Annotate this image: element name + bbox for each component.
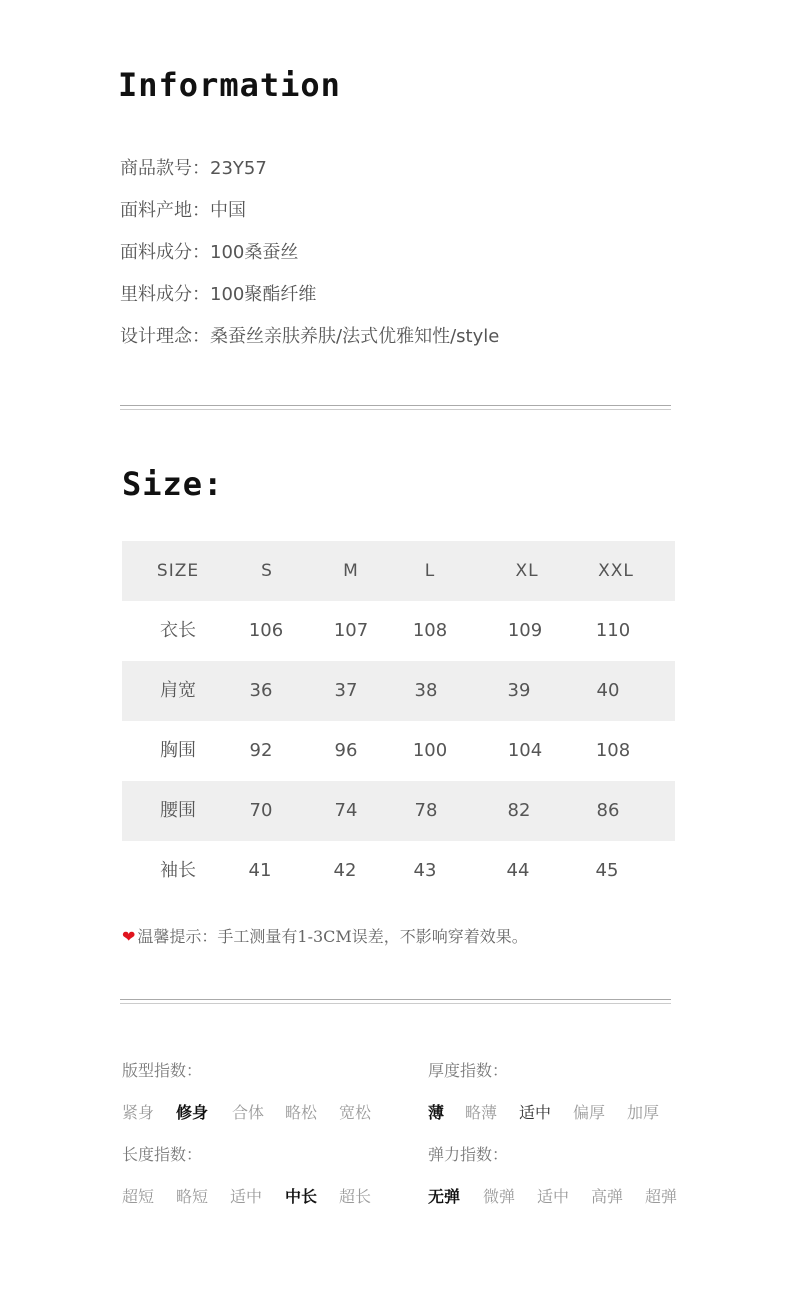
length-option: 超短 — [122, 1187, 155, 1206]
fit-option: 合体 — [232, 1103, 265, 1122]
size-value-cell: 39 — [507, 680, 531, 701]
size-header-cell: L — [424, 561, 436, 581]
elasticity-option: 微弹 — [483, 1187, 516, 1206]
size-row-label: 腰围 — [160, 800, 196, 821]
fit-option: 略松 — [285, 1103, 318, 1122]
size-row-label: 衣长 — [160, 620, 196, 641]
size-value-cell: 109 — [507, 620, 543, 641]
elasticity-option: 适中 — [537, 1187, 570, 1206]
thickness-option-selected: 薄 — [428, 1103, 445, 1122]
length-index-label: 长度指数： — [122, 1145, 203, 1164]
fit-option: 宽松 — [339, 1103, 372, 1122]
info-item-design-concept: 设计理念：桑蚕丝亲肤养肤/法式优雅知性/style — [120, 326, 500, 347]
size-table-row — [122, 661, 675, 721]
section-divider — [120, 999, 671, 1004]
size-value-cell: 70 — [249, 800, 273, 821]
heart-icon: ❤ — [122, 927, 136, 946]
size-value-cell: 74 — [334, 800, 358, 821]
thickness-option: 加厚 — [627, 1103, 660, 1122]
size-table-row — [122, 721, 675, 781]
thickness-option: 偏厚 — [573, 1103, 606, 1122]
size-row-label: 胸围 — [160, 740, 196, 761]
size-value-cell: 43 — [413, 860, 437, 881]
size-value-cell: 42 — [333, 860, 357, 881]
size-value-cell: 96 — [334, 740, 358, 761]
elasticity-option: 超弹 — [645, 1187, 678, 1206]
size-value-cell: 38 — [414, 680, 438, 701]
measurement-tip — [122, 924, 528, 947]
size-value-cell: 40 — [596, 680, 620, 701]
fit-index-label: 版型指数： — [122, 1061, 203, 1080]
info-item-lining-composition: 里料成分：100聚酯纤维 — [120, 284, 317, 305]
size-value-cell: 45 — [595, 860, 619, 881]
elasticity-option: 高弹 — [591, 1187, 624, 1206]
info-item-fabric-origin: 面料产地：中国 — [120, 200, 246, 221]
measurement-tip-text: 温馨提示：手工测量有1-3CM误差，不影响穿着效果。 — [137, 927, 528, 946]
size-value-cell: 106 — [248, 620, 284, 641]
size-row-label: 肩宽 — [160, 680, 196, 701]
thickness-option: 适中 — [519, 1103, 552, 1122]
section-divider — [120, 405, 671, 410]
size-title: Size: — [122, 465, 224, 503]
length-option: 超长 — [339, 1187, 372, 1206]
size-header-cell: XL — [515, 561, 539, 581]
size-value-cell: 41 — [248, 860, 272, 881]
information-title: Information — [118, 66, 341, 104]
size-value-cell: 44 — [506, 860, 530, 881]
size-table-header-row — [122, 541, 675, 601]
size-value-cell: 110 — [595, 620, 631, 641]
fit-option: 紧身 — [122, 1103, 155, 1122]
elasticity-index-label: 弹力指数： — [428, 1145, 509, 1164]
length-option: 适中 — [230, 1187, 263, 1206]
size-table-row — [122, 601, 675, 661]
size-value-cell: 100 — [412, 740, 448, 761]
size-value-cell: 108 — [412, 620, 448, 641]
info-item-fabric-composition: 面料成分：100桑蚕丝 — [120, 242, 299, 263]
thickness-option: 略薄 — [465, 1103, 498, 1122]
elasticity-option-selected: 无弹 — [428, 1187, 461, 1206]
size-row-label: 袖长 — [160, 860, 196, 881]
size-header-cell: SIZE — [156, 561, 200, 581]
size-value-cell: 78 — [414, 800, 438, 821]
size-value-cell: 37 — [334, 680, 358, 701]
size-value-cell: 82 — [507, 800, 531, 821]
size-table-row — [122, 781, 675, 841]
size-header-cell: S — [261, 561, 273, 581]
size-value-cell: 92 — [249, 740, 273, 761]
size-value-cell: 107 — [333, 620, 369, 641]
size-value-cell: 104 — [507, 740, 543, 761]
thickness-index-label: 厚度指数： — [428, 1061, 509, 1080]
fit-option-selected: 修身 — [176, 1103, 209, 1122]
size-value-cell: 36 — [249, 680, 273, 701]
size-header-cell: XXL — [598, 561, 634, 581]
size-table — [122, 541, 675, 901]
info-item-style-number: 商品款号：23Y57 — [120, 158, 267, 179]
length-option-selected: 中长 — [285, 1187, 318, 1206]
size-table-row — [122, 841, 675, 901]
size-value-cell: 86 — [596, 800, 620, 821]
size-value-cell: 108 — [595, 740, 631, 761]
size-header-cell: M — [343, 561, 359, 581]
length-option: 略短 — [176, 1187, 209, 1206]
